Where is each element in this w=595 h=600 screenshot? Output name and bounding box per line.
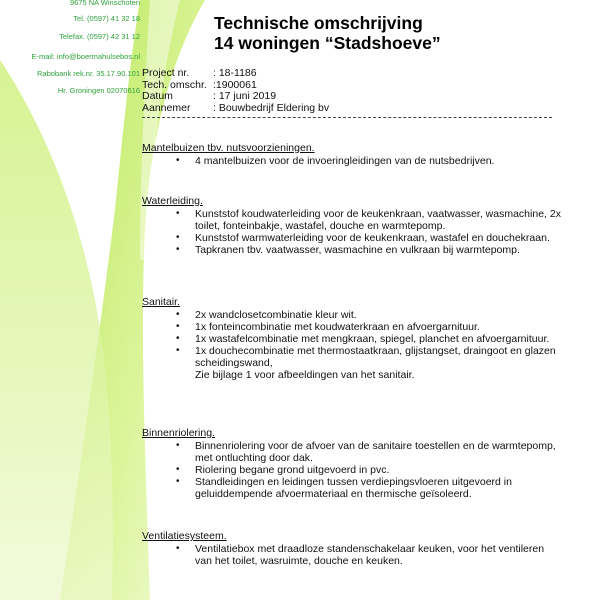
bullet-icon: •: [176, 440, 180, 451]
list-item-text: 1x fonteincombinatie met koudwaterkraan en afvoergarnituur.: [195, 321, 480, 333]
meta-label: Project nr.: [142, 67, 190, 79]
contact-bank: Rabobank rek.nr. 35.17.90.101: [37, 69, 140, 78]
list-item: [142, 476, 562, 500]
meta-value: : 18-1186: [213, 67, 257, 79]
bullet-icon: •: [176, 309, 180, 320]
bullet-icon: •: [176, 321, 180, 332]
contact-phone: Tel. (0597) 41 32 18: [73, 14, 140, 23]
meta-value: :1900061: [213, 78, 257, 91]
section-heading: Waterleiding.: [142, 195, 203, 207]
list-item: [142, 244, 562, 256]
list-item: [142, 321, 562, 333]
section-heading: Binnenriolering.: [142, 427, 215, 439]
bullet-icon: •: [176, 244, 180, 255]
bullet-icon: •: [176, 208, 180, 219]
list-item: [142, 345, 562, 381]
bullet-icon: •: [176, 543, 180, 554]
title-line-2: 14 woningen “Stadshoeve”: [214, 33, 441, 53]
contact-email: E-mail: info@boermahulsebos.nl: [31, 52, 140, 61]
list-item-note: Zie bijlage 1 voor afbeeldingen van het sanitair.: [195, 369, 415, 381]
list-item-text: Tapkranen tbv. vaatwasser, wasmachine en vulkraan bij warmtepomp.: [195, 244, 520, 256]
bullet-list: [142, 155, 562, 167]
section-waterleiding: [142, 195, 562, 256]
list-item: [142, 440, 562, 464]
list-item-text: 2x wandclosetcombinatie kleur wit.: [195, 309, 357, 321]
list-item: [142, 464, 562, 476]
list-item-text: Ventilatiebox met draadloze standenschakelaar keuken, voor het ventileren van het toilet, wasruimte, douche en keuken.: [195, 543, 545, 567]
section-mantelbuizen: [142, 142, 562, 167]
list-item: [142, 309, 562, 321]
section-ventilatiesysteem: [142, 530, 562, 567]
meta-value: : 17 juni 2019: [213, 90, 277, 102]
list-item: [142, 333, 562, 345]
section-heading: Mantelbuizen tbv. nutsvoorzieningen.: [142, 142, 315, 154]
section-binnenriolering: [142, 427, 562, 500]
section-heading: Sanitair.: [142, 296, 180, 308]
bullet-list: [142, 208, 562, 256]
meta-value: : Bouwbedrijf Eldering bv: [213, 101, 330, 114]
meta-label: Tech. omschr.: [142, 78, 207, 91]
bullet-icon: •: [176, 333, 180, 344]
contact-fax: Telefax. (0597) 42 31 12: [59, 32, 140, 41]
document-title: [214, 13, 441, 53]
list-item: [142, 155, 562, 167]
contact-address: 9675 NA Winschoten: [69, 0, 140, 7]
bullet-list: [142, 309, 562, 381]
section-heading: Ventilatiesysteem.: [142, 530, 227, 542]
meta-label: Aannemer: [142, 101, 191, 114]
list-item-text: 4 mantelbuizen voor de invoeringleidingen van de nutsbedrijven.: [195, 155, 495, 167]
list-item: [142, 543, 562, 567]
list-item-text: 1x wastafelcombinatie met mengkraan, spiegel, planchet en afvoergarnituur.: [195, 333, 550, 345]
bullet-icon: •: [176, 464, 180, 475]
list-item-text: Binnenriolering voor de afvoer van de sanitaire toestellen en de warmtepomp, met ontluchting door dak.: [195, 440, 556, 464]
list-item-text: Standleidingen en leidingen tussen verdiepingsvloeren uitgevoerd in geluiddempende afvoermateriaal en thermische geïsoleerd.: [195, 476, 512, 500]
list-item: [142, 208, 562, 232]
dashed-divider: [142, 117, 552, 118]
bullet-list: [142, 543, 562, 567]
bullet-icon: •: [176, 476, 180, 487]
bullet-icon: •: [176, 155, 180, 166]
list-item-text: 1x douchecombinatie met thermostaatkraan, glijstangset, draingoot en glazen scheidingswand,: [195, 345, 556, 369]
list-item-text: Kunststof koudwaterleiding voor de keukenkraan, vaatwasser, wasmachine, 2x toilet, fonteinbakje, wastafel, douche en warmtepomp.: [195, 208, 561, 232]
title-line-1: Technische omschrijving: [214, 13, 423, 33]
bullet-icon: •: [176, 232, 180, 243]
list-item-text: Kunststof warmwaterleiding voor de keukenkraan, wastafel en douchekraan.: [195, 232, 550, 244]
list-item-text: Riolering begane grond uitgevoerd in pvc.: [195, 464, 390, 476]
bullet-icon: •: [176, 345, 180, 356]
contact-registry: Hr. Groningen 02070616: [57, 86, 140, 95]
list-item: [142, 232, 562, 244]
section-sanitair: [142, 296, 562, 381]
meta-label: Datum: [142, 90, 173, 102]
bullet-list: [142, 440, 562, 500]
